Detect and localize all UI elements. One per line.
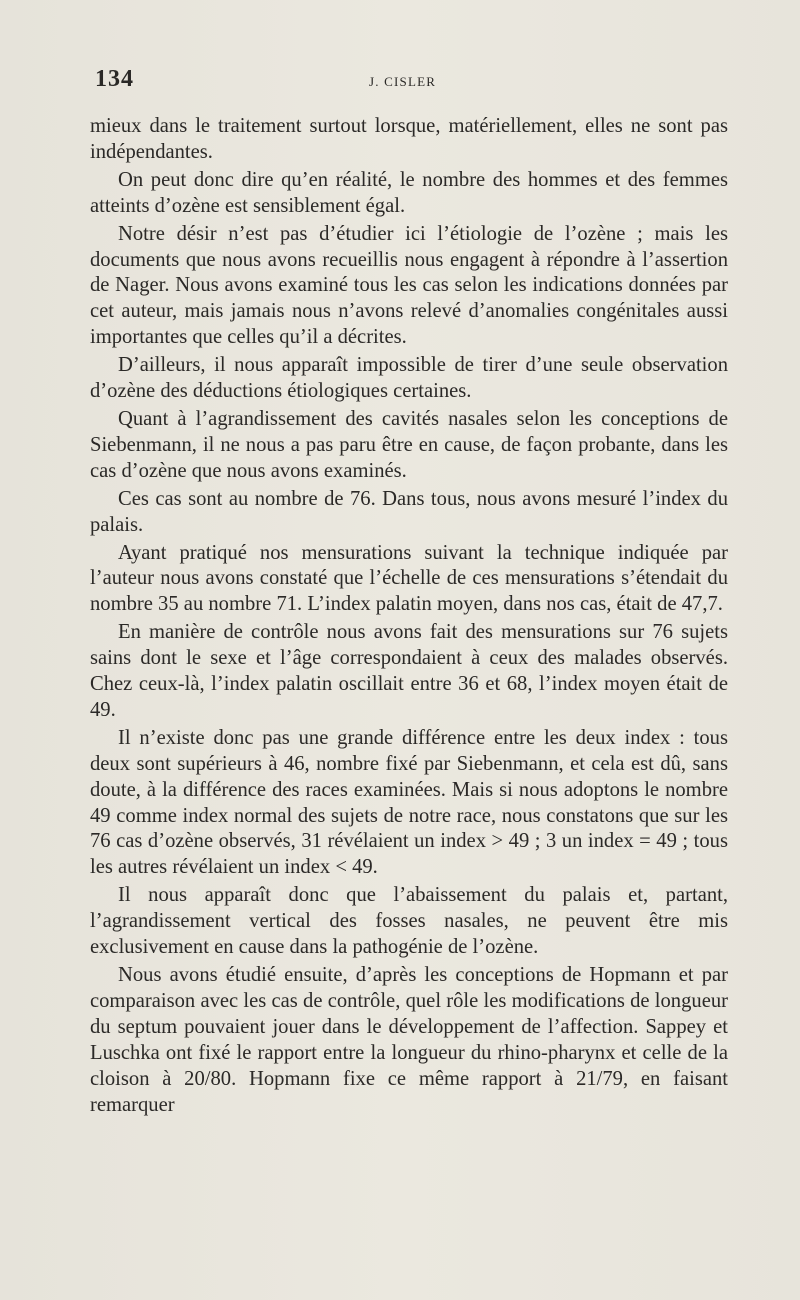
body-text bbox=[90, 114, 728, 1120]
paragraph: En manière de contrôle nous avons fait des mensurations sur 76 sujets sains dont le sexe et l’âge correspondaient à ceux des malades observés. Chez ceux-là, l’index palatin oscillait entre 36 et 68, l’index moyen était de 49. bbox=[90, 621, 728, 721]
paragraph: Nous avons étudié ensuite, d’après les conceptions de Hopmann et par comparaison avec les cas de contrôle, quel rôle les modifications de longueur du septum pouvaient jouer dans le développement de l’affection. Sappey et Luschka ont fixé le rapport entre la longueur du rhino-pharynx et celle de la cloison à 20/80. Hopmann fixe ce même rapport à 21/79, en faisant remarquer bbox=[90, 964, 728, 1116]
paragraph: D’ailleurs, il nous apparaît impossible de tirer d’une seule observation d’ozène des déductions étiologiques certaines. bbox=[90, 354, 728, 403]
paragraph: Ces cas sont au nombre de 76. Dans tous, nous avons mesuré l’index du palais. bbox=[90, 487, 728, 536]
paragraph: Notre désir n’est pas d’étudier ici l’étiologie de l’ozène ; mais les documents que nous avons recueillis nous engagent à répondre à l’assertion de Nager. Nous avons examiné tous les cas selon les indications données par cet auteur, mais jamais nous n’avons relevé d’anomalies congénitales aussi importantes que celles qu’il a décrites. bbox=[90, 222, 728, 349]
running-head: J. CISLER bbox=[369, 74, 437, 89]
paragraph: Il n’existe donc pas une grande différence entre les deux index : tous deux sont supérieurs à 46, nombre fixé par Siebenmann, et cela est dû, sans doute, à la différence des races examinées. Mais si nous adoptons le nombre 49 comme index normal des sujets de notre race, nous constatons que sur les 76 cas d’ozène observés, 31 révélaient un index > 49 ; 3 un index = 49 ; tous les autres révélaient un index < 49. bbox=[90, 726, 728, 879]
paragraph: On peut donc dire qu’en réalité, le nombre des hommes et des femmes atteints d’ozène est sensiblement égal. bbox=[90, 168, 728, 217]
page-number: 134 bbox=[95, 66, 134, 92]
page-header bbox=[95, 66, 695, 106]
paragraph: Il nous apparaît donc que l’abaissement du palais et, partant, l’agrandissement vertical des fosses nasales, ne peuvent être mis exclusivement en cause dans la pathogénie de l’ozène. bbox=[90, 884, 728, 959]
paragraph: Ayant pratiqué nos mensurations suivant la technique indiquée par l’auteur nous avons constaté que l’échelle de ces mensurations s’étendait du nombre 35 au nombre 71. L’index palatin moyen, dans nos cas, était de 47,7. bbox=[90, 541, 728, 616]
paragraph: Quant à l’agrandissement des cavités nasales selon les conceptions de Siebenmann, il ne nous a pas paru être en cause, de façon probante, dans les cas d’ozène que nous avons examinés. bbox=[90, 407, 728, 482]
paragraph: mieux dans le traitement surtout lorsque, matériellement, elles ne sont pas indépendantes. bbox=[90, 115, 728, 163]
